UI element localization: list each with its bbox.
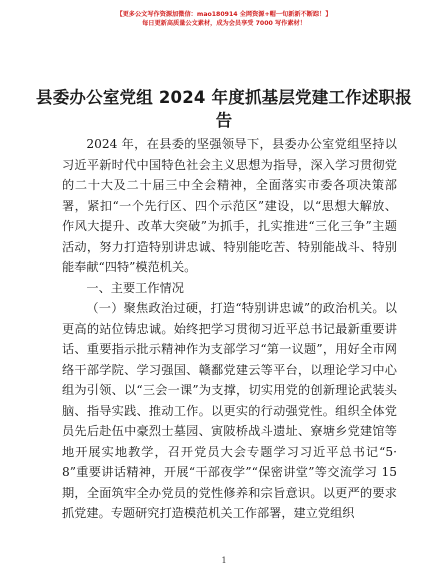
section-heading: 一、主要工作情况: [86, 280, 184, 295]
document-title: 县委办公室党组 2024 年度抓基层党建工作述职报告: [36, 88, 412, 130]
promo-banner-line-2: 每日更新高质量公文素材，成为会员享受 7000 写作素材！: [142, 20, 306, 27]
intro-paragraph: 2024 年，在县委的坚强领导下，县委办公室党组坚持以习近平新时代中国特色社会主义思想为指导，深入学习贯彻党的二十大及二十届三中全会精神，全面落实市委各项决策部署，紧扣“一个先行区、四个示范区”建设，以“思想大解放、作风大提升、改革大突破”为抓手，扎实推进“三化三争”主题活动，努力打造特别讲忠诚、特别能吃苦、特别能战斗、特别能奉献“四特”模范机关。: [62, 137, 397, 274]
body-paragraph: （一）聚焦政治过硬，打造“特别讲忠诚”的政治机关。以更高的站位铸忠诚。始终把学习贯彻习近平总书记最新重要讲话、重要指示批示精神作为支部学习“第一议题”，用好全市网络干部学院、学习强国、赣鄱党建云等平台，以理论学习中心组为引领、以“三会一课”为支撑，切实用党的创新理论武装头脑、指导实践、推动工作。以更实的行动强党性。组织全体党员先后赴伍中豪烈士墓园、寅陂桥战斗遗址、寮塘乡党建馆等地开展实地教学，召开党员大会专题学习习近平总书记“5·8”重要讲话精神，开展“干部夜学”“保密讲堂”等交流学习 15 期，全面筑牢全办党员的党性修养和宗旨意识。以更严的要求抓党建。专题研究打造模范机关工作部署，建立党组织: [62, 301, 397, 520]
page-number: 1: [221, 556, 227, 565]
document-body: [62, 134, 397, 524]
promo-banner-line-1: 【更多公文写作资源加微信：mao180914 全网资源+帽一旬新新不断踪！】: [116, 11, 332, 18]
promo-banner: [0, 10, 448, 28]
